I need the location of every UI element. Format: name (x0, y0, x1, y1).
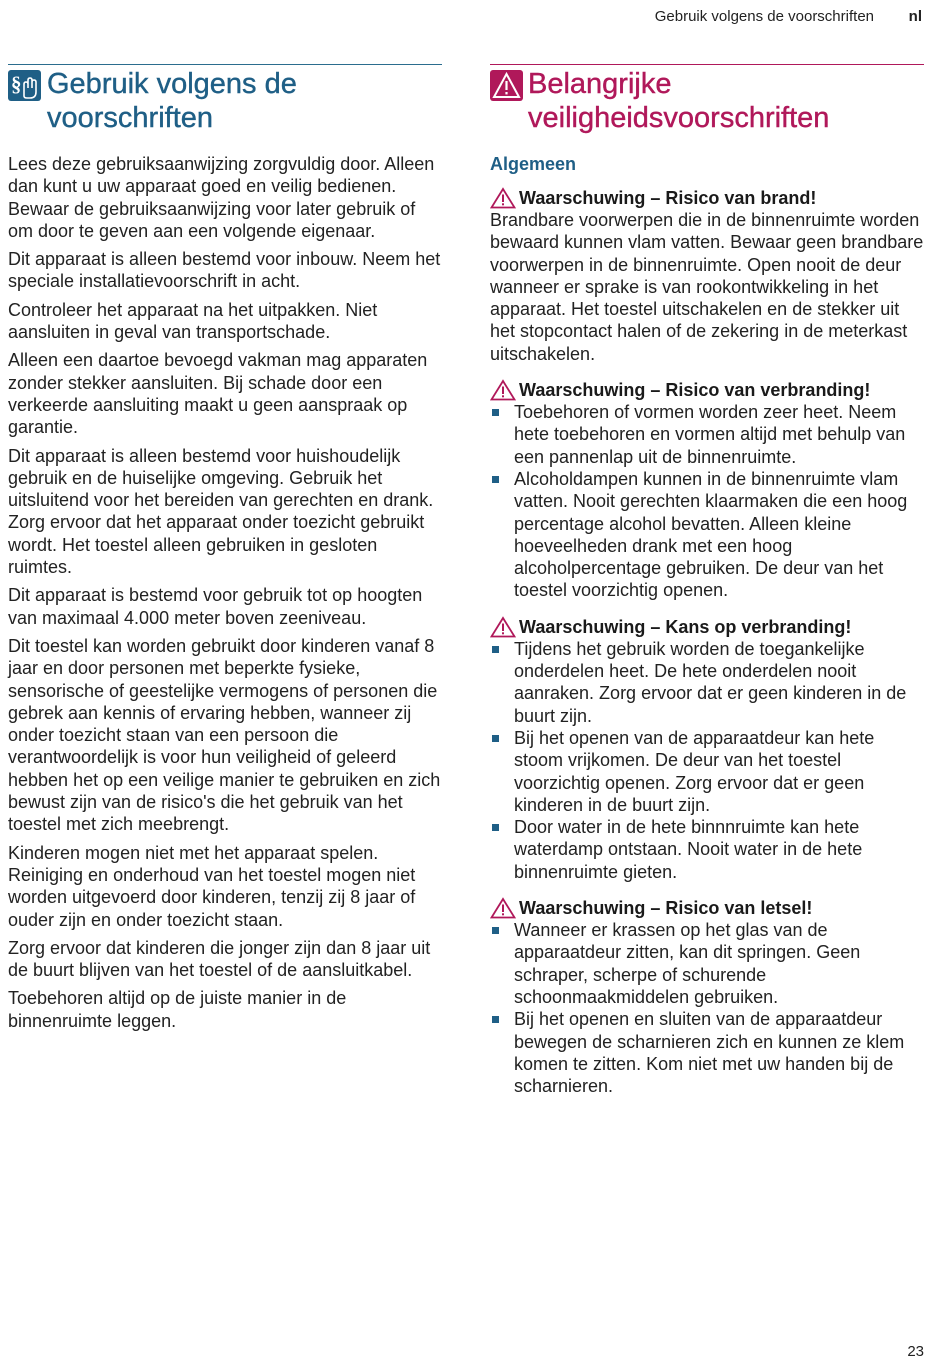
bullet-square-icon (492, 646, 499, 653)
list-item (490, 401, 924, 468)
list-item-text: Door water in de hete binnnruimte kan hete waterdamp ontstaan. Nooit water in de hete binnenruimte gieten. (514, 817, 863, 882)
list-item-text: Toebehoren of vormen worden zeer heet. Neem hete toebehoren en vormen altijd met behulp van een pannenlap uit de binnenruimte. (514, 402, 906, 467)
warning-block (490, 187, 924, 365)
bullet-square-icon (492, 927, 499, 934)
language-code: nl (908, 8, 922, 25)
body-paragraph: Lees deze gebruiksaanwijzing zorgvuldig door. Alleen dan kunt u uw apparaat goed en veilig bedienen. Bewaar de gebruiksaanwijzing voor later gebruik of om door te geven aan een volgende eigenaar. (8, 154, 435, 241)
bullet-square-icon (492, 1016, 499, 1023)
warning-block (490, 897, 924, 1097)
list-item (490, 468, 924, 602)
running-head (0, 8, 950, 28)
left-column (8, 64, 442, 1038)
warning-title-text: Waarschuwing – Risico van brand! (519, 188, 817, 208)
warning-title-text: Waarschuwing – Risico van verbranding! (519, 380, 871, 401)
warning-title (490, 187, 924, 209)
warning-triangle-icon (490, 616, 516, 638)
bullet-list (490, 638, 924, 883)
body-paragraph: Dit apparaat is alleen bestemd voor huishoudelijk gebruik en de huiselijke omgeving. Gebruik het uitsluitend voor het bereiden van gerechten en drank. Zorg ervoor dat het apparaat onder toezicht gebruikt wordt. Het toestel alleen gebruiken in gesloten ruimtes. (8, 445, 434, 578)
body-paragraph: Controleer het apparaat na het uitpakken. Niet aansluiten in geval van transportschade. (8, 299, 378, 343)
list-item-text: Bij het openen en sluiten van de apparaatdeur bewegen de scharnieren zich en kunnen ze klem komen te zitten. Kom niet met uw handen bij de scharnieren. (514, 1009, 905, 1097)
warning-triangle-icon (490, 187, 516, 209)
section-rule (8, 64, 442, 65)
paragraph-hand-icon (8, 70, 41, 101)
body-paragraph: Zorg ervoor dat kinderen die jonger zijn dan 8 jaar uit de buurt blijven van het toestel of de aansluitkabel. (8, 937, 431, 981)
body-paragraph: Dit toestel kan worden gebruikt door kinderen vanaf 8 jaar en door personen met beperkte fysieke, sensorische of geestelijke vermogens of personen die gebrek aan kennis of ervaring hebben, wanneer zij onder toezicht staan van een persoon die verantwoordelijk is voor hun veiligheid of geleerd hebben het op een veilige manier te gebruiken en zich bewust zijn van de risico's die het gebruik van het toestel met zich meebrengt. (8, 635, 441, 835)
section-title: Gebruik volgens de voorschriften (47, 68, 297, 134)
warning-triangle-icon (490, 379, 516, 401)
bullet-square-icon (492, 735, 499, 742)
subheading: Algemeen (490, 154, 577, 174)
body-paragraph: Kinderen mogen niet met het apparaat spelen. Reiniging en onderhoud van het toestel mogen niet worden uitgevoerd door kinderen, tenzij zij 8 jaar of ouder zijn en onder toezicht staan. (8, 842, 416, 930)
list-item (490, 919, 924, 1008)
body-paragraph: Dit apparaat is alleen bestemd voor inbouw. Neem het speciale installatievoorschrift in acht. (8, 249, 441, 292)
warning-block (490, 616, 924, 883)
warning-block (490, 379, 924, 602)
warning-title (490, 379, 924, 401)
body-paragraph: Dit apparaat is bestemd voor gebruik tot op hoogten van maximaal 4.000 meter boven zeeniveau. (8, 585, 423, 628)
warning-triangle-icon (490, 70, 523, 101)
svg-text:§: § (11, 72, 22, 96)
section-title: Belangrijke veiligheidsvoorschriften (528, 68, 830, 134)
list-item (490, 638, 924, 727)
page-number: 23 (907, 1343, 924, 1360)
bullet-square-icon (492, 476, 499, 483)
section-rule (490, 64, 924, 65)
list-item-text: Alcoholdampen kunnen in de binnenruimte vlam vatten. Nooit gerechten klaarmaken die een hoog percentage alcohol bevatten. Alleen kleine hoeveelheden drank met een hoog alcoholpercentage gebruiken. De deur van het toestel voorzichtig openen. (514, 468, 908, 601)
body-paragraph: Toebehoren altijd op de juiste manier in de binnenruimte leggen. (8, 988, 347, 1031)
warning-title (490, 897, 924, 919)
list-item-text: Tijdens het gebruik worden de toegankelijke onderdelen heet. De hete onderdelen nooit aanraken. Zorg ervoor dat er geen kinderen in de buurt zijn. (514, 638, 907, 726)
body-paragraph: Alleen een daartoe bevoegd vakman mag apparaten zonder stekker aansluiten. Bij schade door een verkeerde aansluiting maakt u geen aanspraak op garantie. (8, 350, 428, 438)
warning-title-text: Waarschuwing – Risico van letsel! (519, 898, 813, 919)
section-heading (490, 67, 924, 135)
warning-title-text: Waarschuwing – Kans op verbranding! (519, 616, 852, 637)
list-item (490, 816, 924, 883)
bullet-square-icon (492, 824, 499, 831)
bullet-square-icon (492, 409, 499, 416)
warning-text: Brandbare voorwerpen die in de binnenruimte worden bewaard kunnen vlam vatten. Bewaar geen brandbare voorwerpen in de binnenruimte. Open nooit de deur wanneer er sprake is van rookontwikkeling in het apparaat. Het toestel uitschakelen en de stekker uit het stopcontact halen of de zekering in de meterkast uitschakelen. (490, 210, 924, 364)
warning-title (490, 616, 924, 638)
list-item-text: Bij het openen van de apparaatdeur kan hete stoom vrijkomen. De deur van het toestel voorzichtig openen. Zorg ervoor dat er geen kinderen in de buurt zijn. (514, 727, 875, 815)
bullet-list (490, 919, 924, 1097)
list-item (490, 727, 924, 816)
section-heading (8, 67, 442, 135)
warning-triangle-icon (490, 897, 516, 919)
right-column (490, 64, 924, 1111)
list-item (490, 1008, 924, 1097)
bullet-list (490, 401, 924, 602)
list-item-text: Wanneer er krassen op het glas van de apparaatdeur zitten, kan dit springen. Geen schraper, scherpe of schurende schoonmaakmiddelen gebruiken. (514, 920, 861, 1007)
running-title: Gebruik volgens de voorschriften (654, 8, 874, 25)
